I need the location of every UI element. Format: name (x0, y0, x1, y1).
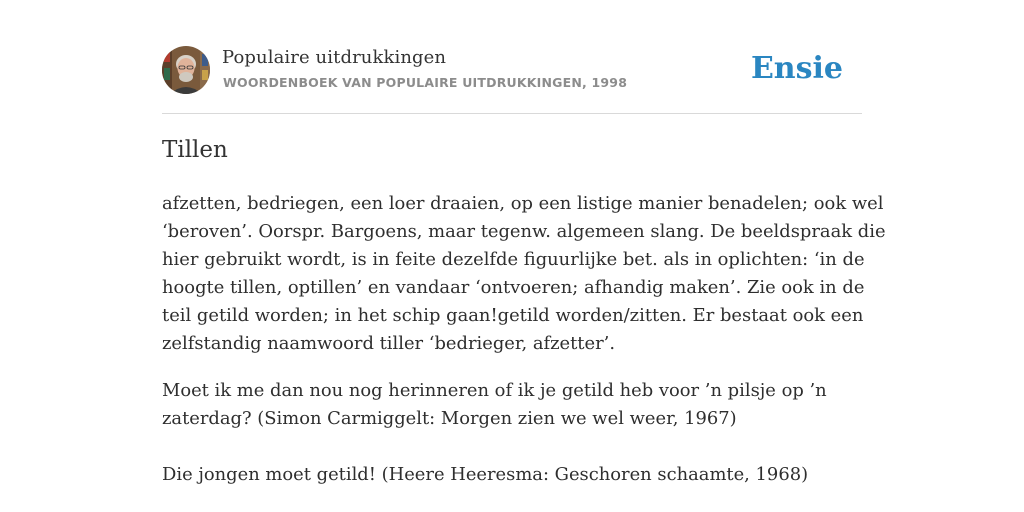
source-header (162, 46, 862, 96)
definition-line: ‘beroven’. Oorspr. Bargoens, maar tegenw. algemeen slang. De beeldspraak die (162, 221, 886, 242)
definition-line: zelfstandig naamwoord tiller ‘bedrieger, afzetter’. (162, 333, 616, 354)
definition-line: hier gebruikt wordt, is in feite dezelfde figuurlijke bet. als in oplichten: ‘in de (162, 249, 865, 270)
entry-definition (162, 190, 886, 358)
definition-line: teil getild worden; in het schip gaan!getild worden/zitten. Er bestaat ook een (162, 305, 864, 326)
header-divider (162, 113, 862, 114)
definition-line: afzetten, bedriegen, een loer draaien, op een listige manier benadelen; ook wel (162, 193, 884, 214)
definition-line: hoogte tillen, optillen’ en vandaar ‘ontvoeren; afhandig maken’. Zie ook in de (162, 277, 865, 298)
source-subtitle[interactable]: WOORDENBOEK VAN POPULAIRE UITDRUKKINGEN, 1998 (223, 75, 628, 90)
example-quote (162, 377, 862, 433)
example-quote (162, 461, 862, 489)
quote-line: zaterdag? (Simon Carmiggelt: Morgen zien we wel weer, 1967) (162, 408, 737, 429)
author-portrait-icon (162, 46, 210, 94)
entry-title: Tillen (162, 137, 228, 163)
source-title[interactable]: Populaire uitdrukkingen (222, 47, 447, 68)
ensie-logo[interactable]: Ensie (750, 51, 843, 86)
quote-line: Moet ik me dan nou nog herinneren of ik je getild heb voor ’n pilsje op ’n (162, 380, 827, 401)
author-avatar[interactable] (162, 46, 210, 94)
quote-line: Die jongen moet getild! (Heere Heeresma: Geschoren schaamte, 1968) (162, 464, 809, 485)
